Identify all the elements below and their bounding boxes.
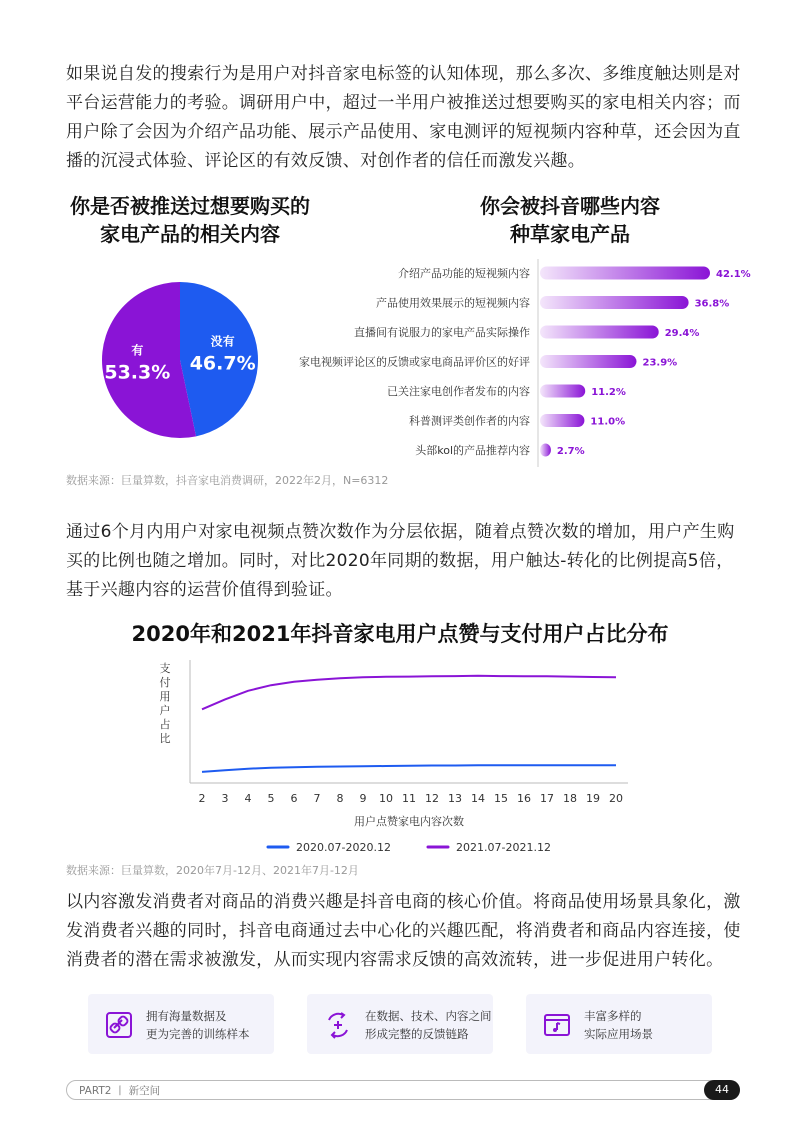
bar-value-5: 11.0% xyxy=(590,416,626,428)
y-axis-label-char: 用 xyxy=(159,690,171,703)
line-chart xyxy=(150,655,640,855)
feature-card-feedback xyxy=(307,994,493,1054)
feature-3-line1: 丰富多样的 xyxy=(584,1009,642,1023)
x-tick-2: 4 xyxy=(244,792,252,805)
legend-label-1: 2021.07-2021.12 xyxy=(456,841,551,854)
footer-section-label: PART2 丨 新空间 xyxy=(79,1085,161,1097)
bar-1 xyxy=(540,296,689,309)
bar-value-4: 11.2% xyxy=(591,387,626,398)
music-screen-icon xyxy=(542,1010,572,1040)
bar-4 xyxy=(540,385,585,398)
x-tick-5: 7 xyxy=(313,792,321,805)
bar-3 xyxy=(540,355,637,368)
x-tick-11: 13 xyxy=(448,792,462,805)
bar-value-2: 29.4% xyxy=(664,328,700,339)
legend-label-0: 2020.07-2020.12 xyxy=(296,841,391,854)
x-tick-1: 3 xyxy=(221,792,229,805)
x-tick-10: 12 xyxy=(425,792,439,805)
y-axis-label-char: 支 xyxy=(159,662,171,675)
bar-6 xyxy=(540,444,551,457)
middle-paragraph: 通过6个月内用户对家电视频点赞次数作为分层依据，随着点赞次数的增加，用户产生购买的比例也随之增加。同时，对比2020年同期的数据，用户触达-转化的比例提高5倍，基于兴趣内容的运营价值得到验证。 xyxy=(66,522,735,600)
x-tick-9: 11 xyxy=(402,792,416,805)
pie-value-0: 53.3% xyxy=(104,361,171,384)
y-axis-label-char: 比 xyxy=(159,732,171,745)
bar-title-line2: 种草家电产品 xyxy=(510,222,630,246)
pie-chart xyxy=(100,280,260,440)
intro-paragraph: 如果说自发的搜索行为是用户对抖音家电标签的认知体现，那么多次、多维度触达则是对平台运营能力的考验。调研用户中，超过一半用户被推送过想要购买的家电相关内容；而用户除了会因为介绍产品功能、展示产品使用、家电测评的短视频内容种草，还会因为直播的沉浸式体验、评论区的有效反馈、对创作者的信任而激发兴趣。 xyxy=(66,64,741,171)
x-tick-6: 8 xyxy=(336,792,344,805)
line-series-0 xyxy=(202,765,616,772)
x-tick-15: 17 xyxy=(540,792,554,805)
bar-value-0: 42.1% xyxy=(716,269,751,280)
bar-value-3: 23.9% xyxy=(642,357,678,369)
pie-title-line1: 你是否被推送过想要购买的 xyxy=(70,194,310,218)
pie-title-line2: 家电产品的相关内容 xyxy=(100,222,280,246)
bar-category-0: 介绍产品功能的短视频内容 xyxy=(398,267,530,280)
page-footer xyxy=(66,1080,740,1100)
feature-3-line2: 实际应用场景 xyxy=(584,1027,653,1041)
x-axis-label: 用户点赞家电内容次数 xyxy=(354,815,464,828)
x-tick-7: 9 xyxy=(359,792,367,805)
y-axis-label-char: 户 xyxy=(159,704,171,717)
pie-label-1: 没有 xyxy=(210,334,235,349)
bar-category-1: 产品使用效果展示的短视频内容 xyxy=(376,296,530,310)
feature-2-line2: 形成完整的反馈链路 xyxy=(365,1027,469,1041)
bar-chart-title xyxy=(420,192,720,248)
bar-category-4: 已关注家电创作者发布的内容 xyxy=(387,385,530,398)
x-tick-8: 10 xyxy=(379,792,393,805)
bar-category-6: 头部kol的产品推荐内容 xyxy=(415,444,530,457)
bar-chart xyxy=(280,255,760,470)
link-icon xyxy=(104,1010,134,1040)
x-tick-18: 20 xyxy=(609,792,623,805)
bottom-paragraph: 以内容激发消费者对商品的消费兴趣是抖音电商的核心价值。将商品使用场景具象化，激发消费者兴趣的同时，抖音电商通过去中心化的兴趣匹配，将消费者和商品内容连接，使消费者的潜在需求被激发，从而实现内容需求反馈的高效流转，进一步促进用户转化。 xyxy=(66,892,741,970)
source-note-1: 数据来源：巨量算数，抖音家电消费调研，2022年2月，N=6312 xyxy=(66,474,389,487)
feature-1-line1: 拥有海量数据及 xyxy=(146,1009,227,1023)
feature-card-scenarios xyxy=(526,994,712,1054)
bar-5 xyxy=(540,414,584,427)
pie-chart-title xyxy=(60,192,320,248)
y-axis-label-char: 占 xyxy=(159,718,171,731)
bar-0 xyxy=(540,267,710,280)
x-tick-12: 14 xyxy=(471,792,485,805)
x-tick-14: 16 xyxy=(517,792,531,805)
feature-card-data xyxy=(88,994,274,1054)
x-tick-4: 6 xyxy=(290,792,298,805)
bar-category-3: 家电视频评论区的反馈或家电商品评价区的好评 xyxy=(299,355,530,369)
line-chart-legend xyxy=(250,838,570,860)
bar-value-6: 2.7% xyxy=(556,446,585,457)
x-tick-13: 15 xyxy=(494,792,508,805)
line-series-1 xyxy=(202,676,616,710)
y-axis-label-char: 付 xyxy=(159,676,171,689)
x-tick-17: 19 xyxy=(586,792,600,805)
bar-value-1: 36.8% xyxy=(694,298,730,310)
x-tick-3: 5 xyxy=(267,792,275,805)
cycle-icon xyxy=(323,1010,353,1040)
page-number-badge: 44 xyxy=(704,1080,740,1100)
source-note-2: 数据来源：巨量算数，2020年7月-12月、2021年7月-12月 xyxy=(66,864,359,877)
bar-category-2: 直播间有说服力的家电产品实际操作 xyxy=(354,326,530,339)
x-tick-0: 2 xyxy=(198,792,206,805)
feature-1-line2: 更为完善的训练样本 xyxy=(146,1027,250,1041)
line-chart-title: 2020年和2021年抖音家电用户点赞与支付用户占比分布 xyxy=(131,622,669,646)
bar-2 xyxy=(540,326,659,339)
x-tick-16: 18 xyxy=(563,792,577,805)
feature-2-line1: 在数据、技术、内容之间 xyxy=(365,1009,492,1023)
bar-title-line1: 你会被抖音哪些内容 xyxy=(480,194,660,218)
pie-value-1: 46.7% xyxy=(189,352,256,375)
pie-label-0: 有 xyxy=(131,343,144,358)
bar-category-5: 科普测评类创作者的内容 xyxy=(409,414,530,428)
